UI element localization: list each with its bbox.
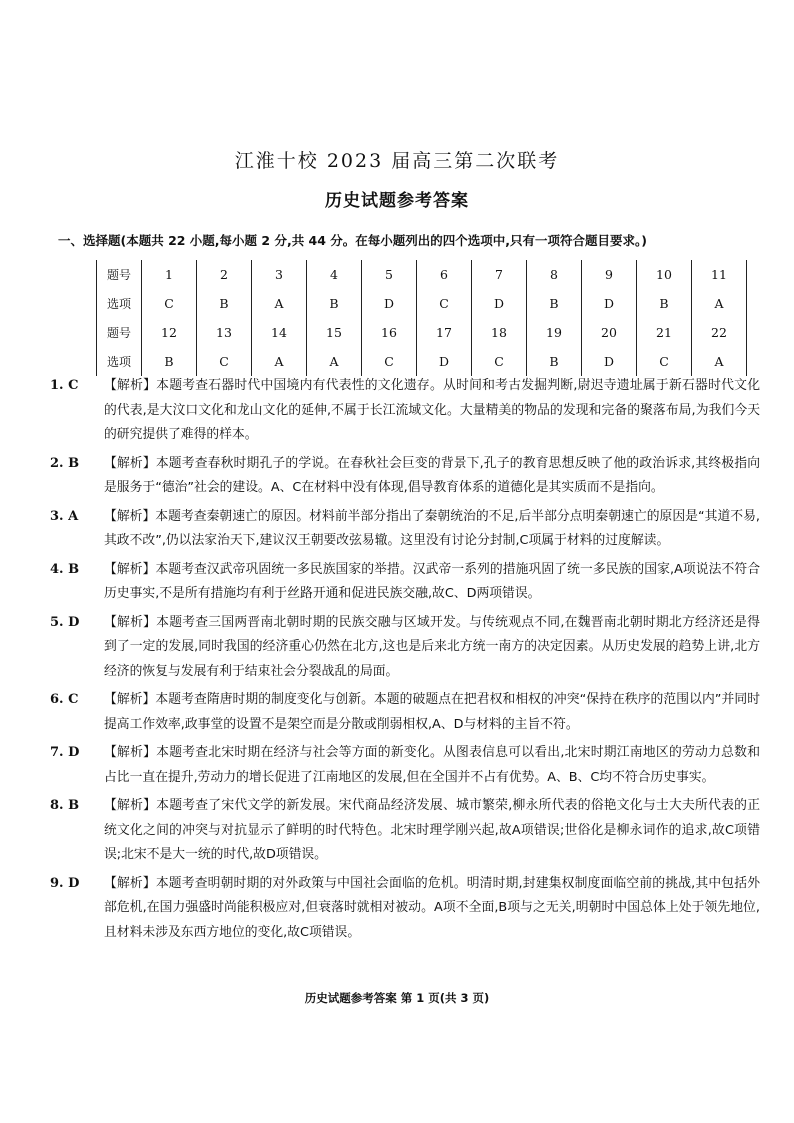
- table-cell: 20: [582, 318, 637, 347]
- explanation-text: 本题考查了宋代文学的新发展。宋代商品经济发展、城市繁荣,柳永所代表的俗艳文化与士大夫所代表的正统文化之间的冲突与对抗显示了鲜明的时代特色。北宋时理学刚兴起,故A项错误;世俗化是柳永词作的追求,故C项错误;北宋不是大一统的时代,故D项错误。: [104, 798, 760, 862]
- explanation-body: [104, 611, 760, 685]
- table-cell: 19: [527, 318, 582, 347]
- table-cell: B: [197, 289, 252, 318]
- explanation-item: [50, 558, 760, 607]
- row-label: 题号: [97, 260, 142, 289]
- analysis-tag: 【解析】: [104, 614, 157, 630]
- explanation-text: 本题考查隋唐时期的制度变化与创新。本题的破题点在把君权和相权的冲突“保持在秩序的范围以内”并同时提高工作效率,政事堂的设置不是架空而是分散或削弱相权,A、D与材料的主旨不符。: [104, 692, 761, 732]
- answer-number: 5. D: [50, 614, 80, 630]
- answer-number: 7. D: [50, 745, 80, 760]
- table-cell: 10: [637, 260, 692, 289]
- answer-number: 2. B: [50, 455, 80, 471]
- table-cell: B: [637, 289, 692, 318]
- table-cell: B: [142, 347, 197, 376]
- table-cell: 9: [582, 260, 637, 289]
- answer-number: 8. B: [50, 798, 80, 813]
- explanation-item: [50, 374, 760, 448]
- table-cell: 15: [307, 318, 362, 347]
- explanation-item: [50, 794, 760, 868]
- row-label: 选项: [97, 347, 142, 376]
- answer-number: 6. C: [50, 692, 79, 707]
- table-cell: 18: [472, 318, 527, 347]
- table-cell: 21: [637, 318, 692, 347]
- table-cell: B: [527, 289, 582, 318]
- answer-number: 1. C: [50, 378, 79, 393]
- section-heading: 一、选择题(本题共 22 小题,每小题 2 分,共 44 分。在每小题列出的四个选项中,只有一项符合题目要求。): [58, 233, 648, 248]
- table-cell: C: [417, 289, 472, 318]
- table-cell: 11: [692, 260, 747, 289]
- analysis-tag: 【解析】: [104, 875, 156, 891]
- table-cell: 3: [252, 260, 307, 289]
- table-cell: A: [252, 347, 307, 376]
- table-cell: 2: [197, 260, 252, 289]
- table-cell: 4: [307, 260, 362, 289]
- explanation-item: [50, 872, 760, 946]
- page-footer: 历史试题参考答案 第 1 页(共 3 页): [304, 991, 490, 1005]
- explanation-body: [104, 505, 760, 554]
- table-cell: 17: [417, 318, 472, 347]
- answer-number: 9. D: [50, 875, 80, 891]
- table-cell: A: [307, 347, 362, 376]
- table-cell: C: [142, 289, 197, 318]
- explanation-text: 本题考查春秋时期孔子的学说。在春秋社会巨变的背景下,孔子的教育思想反映了他的政治诉求,其终极指向是服务于“德治”社会的建设。A、C在材料中没有体现,倡导教育体系的道德化是其实质而不是指向。: [104, 455, 761, 495]
- table-cell: 14: [252, 318, 307, 347]
- table-cell: 22: [692, 318, 747, 347]
- table-cell: A: [692, 289, 747, 318]
- table-cell: A: [692, 347, 747, 376]
- answer-number: 4. B: [50, 561, 80, 577]
- question-number-row: [97, 318, 747, 347]
- question-number-row: [97, 260, 747, 289]
- explanations-list: [50, 374, 760, 949]
- answer-table: [96, 260, 747, 376]
- table-cell: D: [472, 289, 527, 318]
- table-cell: C: [472, 347, 527, 376]
- row-label: 题号: [97, 318, 142, 347]
- analysis-tag: 【解析】: [104, 508, 156, 524]
- table-cell: 1: [142, 260, 197, 289]
- analysis-tag: 【解析】: [104, 378, 157, 393]
- table-cell: C: [362, 347, 417, 376]
- explanation-body: [104, 374, 760, 448]
- explanation-text: 本题考查明朝时期的对外政策与中国社会面临的危机。明清时期,封建集权制度面临空前的挑战,其中包括外部危机,在国力强盛时尚能积极应对,但衰落时就相对被动。A项不全面,B项与之无关,明朝时中国总体上处于领先地位,且材料未涉及东西方地位的变化,故C项错误。: [104, 875, 761, 940]
- table-cell: 16: [362, 318, 417, 347]
- explanation-text: 本题考查北宋时期在经济与社会等方面的新变化。从图表信息可以看出,北宋时期江南地区的劳动力总数和占比一直在提升,劳动力的增长促进了江南地区的发展,但在全国并不占有优势。A、B、C均不符合历史事实。: [104, 745, 760, 785]
- explanation-body: [104, 558, 760, 607]
- table-cell: 7: [472, 260, 527, 289]
- explanation-text: 本题考查秦朝速亡的原因。材料前半部分指出了秦朝统治的不足,后半部分点明秦朝速亡的原因是“其道不易,其政不改”,仍以法家治天下,建议汉王朝要改弦易辙。这里没有讨论分封制,C项属于材料的过度解读。: [104, 508, 761, 548]
- explanation-item: [50, 505, 760, 554]
- explanation-body: [104, 872, 760, 946]
- answer-choice-row: [97, 289, 747, 318]
- analysis-tag: 【解析】: [104, 798, 157, 813]
- table-cell: B: [307, 289, 362, 318]
- table-cell: 6: [417, 260, 472, 289]
- explanation-text: 本题考查三国两晋南北朝时期的民族交融与区域开发。与传统观点不同,在魏晋南北朝时期北方经济还是得到了一定的发展,同时我国的经济重心仍然在北方,这也是后来北方统一南方的决定因素。从历史发展的趋势上讲,北方经济的恢复与发展有利于结束社会分裂战乱的局面。: [104, 614, 760, 679]
- analysis-tag: 【解析】: [104, 455, 156, 471]
- explanation-item: [50, 741, 760, 790]
- table-cell: D: [582, 289, 637, 318]
- explanation-text: 本题考查汉武帝巩固统一多民族国家的举措。汉武帝一系列的措施巩固了统一多民族的国家,A项说法不符合历史事实,不是所有措施均有利于丝路开通和促进民族交融,故C、D两项错误。: [104, 561, 761, 601]
- table-cell: D: [362, 289, 417, 318]
- explanation-body: [104, 452, 760, 501]
- document-title: 历史试题参考答案: [325, 191, 469, 211]
- table-cell: 12: [142, 318, 197, 347]
- explanation-item: [50, 452, 760, 501]
- explanation-body: [104, 741, 760, 790]
- table-cell: 5: [362, 260, 417, 289]
- explanation-body: [104, 794, 760, 868]
- table-cell: 13: [197, 318, 252, 347]
- row-label: 选项: [97, 289, 142, 318]
- explanation-item: [50, 611, 760, 685]
- explanation-text: 本题考查石器时代中国境内有代表性的文化遗存。从时间和考古发掘判断,尉迟寺遗址属于新石器时代文化的代表,是大汶口文化和龙山文化的延伸,不属于长江流域文化。大量精美的物品的发现和完备的聚落布局,为我们今天的研究提供了难得的样本。: [104, 378, 760, 442]
- table-cell: D: [582, 347, 637, 376]
- explanation-item: [50, 688, 760, 737]
- analysis-tag: 【解析】: [104, 745, 157, 760]
- exam-title: 江淮十校 2023 届高三第二次联考: [234, 150, 560, 172]
- table-cell: 8: [527, 260, 582, 289]
- table-cell: C: [197, 347, 252, 376]
- answer-number: 3. A: [50, 508, 79, 524]
- table-cell: A: [252, 289, 307, 318]
- analysis-tag: 【解析】: [104, 561, 156, 577]
- explanation-body: [104, 688, 760, 737]
- table-cell: C: [637, 347, 692, 376]
- table-cell: B: [527, 347, 582, 376]
- analysis-tag: 【解析】: [104, 692, 156, 707]
- answer-choice-row: [97, 347, 747, 376]
- table-cell: D: [417, 347, 472, 376]
